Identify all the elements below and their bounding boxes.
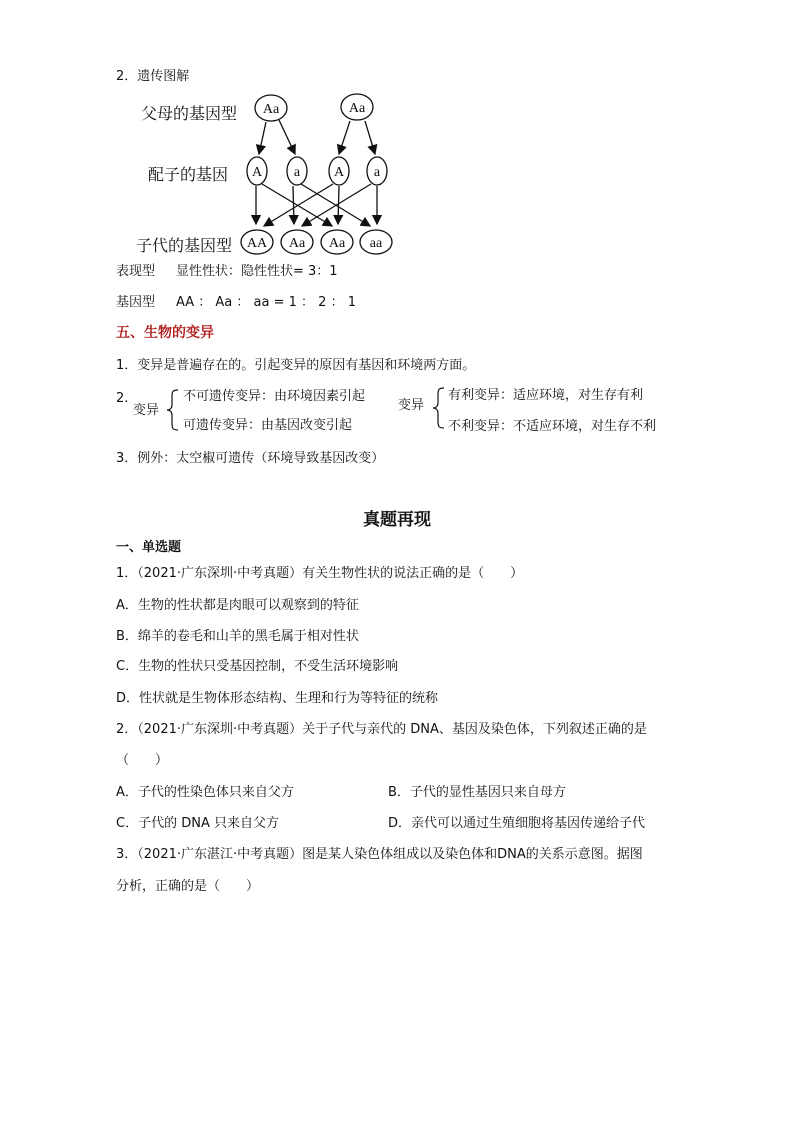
section5-title: 五、生物的变异 bbox=[116, 325, 214, 341]
question-1-option-b: B．绵羊的卷毛和山羊的黑毛属于相对性状 bbox=[116, 629, 359, 644]
variation-beneficial: 有利变异：适应环境，对生存有利 bbox=[448, 388, 644, 403]
variation-item-2-number: 2. bbox=[116, 391, 129, 406]
question-2-stem-continued: （ ） bbox=[116, 753, 169, 768]
offspring-1: AA bbox=[246, 236, 268, 251]
question-1-option-d: D．性状就是生物体形态结构、生理和行为等特征的统称 bbox=[116, 691, 439, 706]
question-3-stem-continued: 分析，正确的是（ ） bbox=[116, 879, 260, 894]
parent-genotype-2: Aa bbox=[348, 101, 366, 116]
inheritance-diagram bbox=[0, 0, 794, 270]
exam-section-heading: 一、单选题 bbox=[116, 540, 182, 555]
label-offspring: 子代的基因型 bbox=[136, 236, 233, 255]
exam-title: 真题再现 bbox=[363, 510, 431, 530]
question-2-option-b: B．子代的显性基因只来自母方 bbox=[388, 785, 566, 800]
gamete-3: A bbox=[333, 165, 345, 180]
offspring-2: Aa bbox=[288, 236, 306, 251]
brace-icon bbox=[430, 386, 446, 430]
label-parents: 父母的基因型 bbox=[141, 104, 238, 123]
genotype-ratio: AA ： Aa ： aa = 1 ： 2 ： 1 bbox=[176, 295, 356, 310]
variation-nonheritable: 不可遗传变异：由环境因素引起 bbox=[183, 389, 366, 404]
genotype-label: 基因型 bbox=[116, 295, 156, 310]
brace-icon bbox=[164, 388, 180, 432]
gamete-1: A bbox=[251, 165, 263, 180]
phenotype-ratio: 显性性状：隐性性状= 3：1 bbox=[176, 264, 338, 279]
inheritance-heading: 2．遗传图解 bbox=[116, 69, 190, 84]
label-gametes: 配子的基因 bbox=[148, 165, 229, 184]
variation-item-3: 3．例外：太空椒可遗传（环境导致基因改变） bbox=[116, 451, 385, 466]
variation-group2-label: 变异 bbox=[398, 398, 425, 413]
offspring-4: aa bbox=[369, 236, 383, 251]
variation-heritable: 可遗传变异：由基因改变引起 bbox=[183, 418, 353, 433]
question-1-option-a: A．生物的性状都是肉眼可以观察到的特征 bbox=[116, 598, 359, 613]
parent-genotype-1: Aa bbox=[262, 102, 280, 117]
offspring-3: Aa bbox=[328, 236, 346, 251]
variation-item-1: 1．变异是普遍存在的。引起变异的原因有基因和环境两方面。 bbox=[116, 358, 476, 373]
gamete-4: a bbox=[373, 165, 381, 180]
question-2-option-c: C．子代的 DNA 只来自父方 bbox=[116, 816, 279, 831]
question-2-option-d: D．亲代可以通过生殖细胞将基因传递给子代 bbox=[388, 816, 646, 831]
variation-group1-label: 变异 bbox=[133, 403, 160, 418]
question-2-stem: 2．（2021·广东深圳·中考真题）关于子代与亲代的 DNA、基因及染色体，下列叙述正确的是 bbox=[116, 722, 647, 737]
question-2-option-a: A．子代的性染色体只来自父方 bbox=[116, 785, 294, 800]
question-3-stem: 3．（2021·广东湛江·中考真题）图是某人染色体组成以及染色体和DNA的关系示意图。据图 bbox=[116, 847, 643, 862]
variation-harmful: 不利变异：不适应环境，对生存不利 bbox=[448, 419, 657, 434]
question-1-option-c: C．生物的性状只受基因控制，不受生活环境影响 bbox=[116, 659, 399, 674]
gamete-2: a bbox=[293, 165, 301, 180]
question-1-stem: 1．（2021·广东深圳·中考真题）有关生物性状的说法正确的是（ ） bbox=[116, 566, 524, 581]
phenotype-label: 表现型 bbox=[116, 264, 156, 279]
